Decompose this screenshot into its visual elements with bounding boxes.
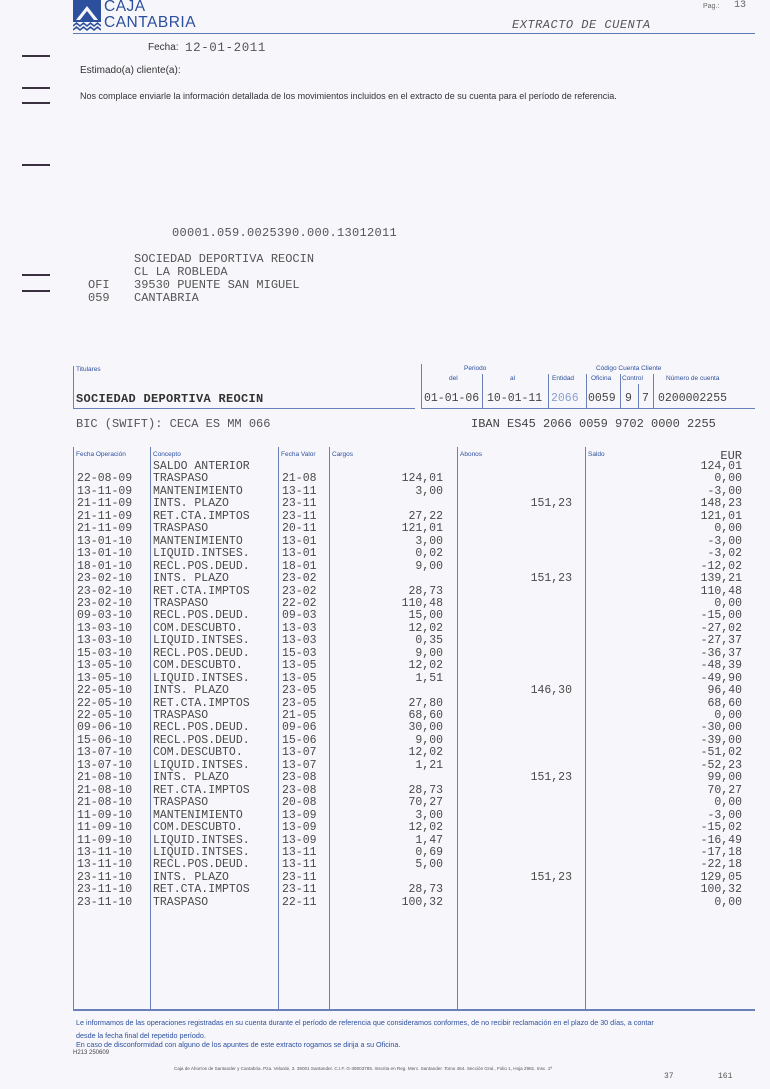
- balance-cell: 0,00: [714, 596, 742, 610]
- charge-cell: 9,00: [415, 733, 443, 747]
- charge-cell: 68,60: [408, 709, 443, 722]
- concept-cell: RECL.POS.DEUD.: [153, 858, 250, 872]
- balance-cell: 100,32: [700, 883, 742, 897]
- concept-cell: RET.CTA.IMPTOS: [153, 696, 250, 710]
- table-row: [0, 573, 770, 586]
- address-line-4: CANTABRIA: [134, 291, 199, 305]
- balance-cell: 0,00: [714, 472, 742, 486]
- value-date-cell: 13-11: [282, 484, 317, 498]
- concept-cell: LIQUID.INTSES.: [153, 845, 250, 859]
- charge-cell: 3,00: [415, 484, 443, 498]
- divider: [73, 408, 415, 409]
- value-date-cell: 22-02: [282, 596, 317, 610]
- date-value: 12-01-2011: [185, 41, 267, 55]
- balance-cell: 0,00: [714, 796, 742, 810]
- concept-cell: INTS. PLAZO: [153, 572, 229, 586]
- op-date-cell: 11-09-10: [77, 821, 133, 835]
- value-date-cell: 13-11: [282, 845, 317, 859]
- concept-cell: COM.DESCUBTO.: [153, 621, 243, 635]
- op-date-cell: 22-08-09: [77, 472, 133, 486]
- bic-swift: BIC (SWIFT): CECA ES MM 066: [76, 417, 271, 431]
- charge-cell: 5,00: [415, 858, 443, 872]
- value-date-cell: 23-08: [282, 783, 317, 797]
- value-date-cell: 20-08: [282, 796, 317, 810]
- credit-cell: 151,23: [530, 572, 572, 586]
- balance-cell: 139,21: [700, 572, 742, 586]
- balance-cell: -52,23: [700, 758, 742, 772]
- charge-cell: 1,51: [415, 671, 443, 685]
- balance-cell: -51,02: [700, 746, 742, 760]
- op-date-cell: 15-03-10: [77, 646, 133, 660]
- op-date-cell: 13-11-09: [77, 484, 133, 498]
- value-date-cell: 23-05: [282, 696, 317, 710]
- balance-cell: -36,37: [700, 646, 742, 660]
- table-row: [0, 797, 770, 810]
- address-line-2: CL LA ROBLEDA: [134, 265, 228, 279]
- concept-cell: MANTENIMIENTO: [153, 484, 243, 498]
- table-row: [0, 884, 770, 897]
- value-date-cell: 13-01: [282, 534, 317, 548]
- divider: [73, 366, 74, 408]
- op-date-cell: 13-05-10: [77, 659, 133, 673]
- op-date-cell: 13-11-10: [77, 858, 133, 872]
- charge-cell: 1,47: [415, 833, 443, 847]
- value-date-cell: 13-07: [282, 758, 317, 772]
- balance-cell: 129,05: [700, 870, 742, 884]
- balance-cell: -3,00: [707, 534, 742, 548]
- divider: [421, 364, 422, 409]
- notice-line-3: En caso de disconformidad con alguno de los apuntes de este extracto rogamos se dirija a su Oficina.: [76, 1040, 401, 1049]
- concept-cell: TRASPASO: [153, 796, 209, 810]
- value-date-cell: 23-11: [282, 870, 317, 884]
- charge-cell: 100,32: [401, 895, 443, 909]
- value-date-cell: 13-09: [282, 808, 317, 822]
- bank-name-line2: CANTABRIA: [104, 14, 197, 31]
- entity-label: Entidad: [552, 375, 575, 382]
- address-line-3: 39530 PUENTE SAN MIGUEL: [134, 278, 300, 292]
- value-date-cell: 23-02: [282, 572, 317, 586]
- punch-mark: [22, 55, 50, 57]
- divider: [638, 384, 639, 408]
- concept-cell: INTS. PLAZO: [153, 870, 229, 884]
- value-date-cell: 09-03: [282, 609, 317, 623]
- concept-cell: RECL.POS.DEUD.: [153, 559, 250, 573]
- balance-cell: -30,00: [700, 721, 742, 735]
- legal-text: Caja de Ahorros de Santander y Cantabria. Pza. Velarde, 3. 39001 Santander. C.I.F. G-39003785. Inscrita en Reg. Merc. Santander. Tomo 464. Sección Gral., Folio 1, Hoja 2981. Insc. 1ª: [174, 1066, 553, 1071]
- balance-cell: 0,00: [714, 522, 742, 536]
- op-date-cell: 23-02-10: [77, 572, 133, 586]
- op-date-cell: 18-01-10: [77, 559, 133, 573]
- concept-cell: INTS. PLAZO: [153, 497, 229, 511]
- balance-cell: -27,37: [700, 634, 742, 648]
- header-divider: [73, 33, 755, 34]
- credit-cell: 146,30: [530, 684, 572, 698]
- period-to: 10-01-11: [487, 392, 543, 405]
- charge-cell: 15,00: [408, 609, 443, 623]
- table-row: [0, 685, 770, 698]
- notice-line-2: desde la fecha final del repetido período.: [76, 1031, 206, 1040]
- charge-cell: 27,80: [408, 696, 443, 710]
- balance-cell: -27,02: [700, 621, 742, 635]
- value-date-cell: 22-11: [282, 895, 317, 909]
- op-date-cell: 13-03-10: [77, 621, 133, 635]
- reference-code: 00001.059.0025390.000.13012011: [172, 226, 398, 240]
- value-date-cell: 13-01: [282, 547, 317, 561]
- account-number-label: Número de cuenta: [666, 375, 720, 382]
- balance-cell: 148,23: [700, 497, 742, 511]
- value-date-cell: 13-03: [282, 634, 317, 648]
- iban: IBAN ES45 2066 0059 9702 0000 2255: [471, 417, 716, 431]
- credit-cell: 151,23: [530, 870, 572, 884]
- period-to-label: al: [510, 375, 516, 382]
- concept-cell: RECL.POS.DEUD.: [153, 609, 250, 623]
- charge-cell: 70,27: [408, 796, 443, 810]
- op-date-cell: 23-11-10: [77, 883, 133, 897]
- op-date-cell: 21-11-09: [77, 497, 133, 511]
- balance-cell: -49,90: [700, 671, 742, 685]
- charge-cell: 0,69: [415, 845, 443, 859]
- op-date-cell: 11-09-10: [77, 808, 133, 822]
- divider: [620, 374, 621, 408]
- charge-cell: 110,48: [401, 596, 443, 610]
- op-date-cell: 15-06-10: [77, 733, 133, 747]
- account-number: 0200002255: [658, 392, 728, 405]
- table-row: [0, 523, 770, 536]
- table-row: [0, 822, 770, 835]
- footer-number-2: 161: [718, 1072, 733, 1081]
- holder-name: SOCIEDAD DEPORTIVA REOCIN: [76, 392, 264, 406]
- concept-cell: TRASPASO: [153, 895, 209, 909]
- charge-cell: 12,02: [408, 821, 443, 835]
- concept-cell: RECL.POS.DEUD.: [153, 733, 250, 747]
- concept-cell: INTS. PLAZO: [153, 684, 229, 698]
- concept-cell: LIQUID.INTSES.: [153, 671, 250, 685]
- balance-cell: 70,27: [707, 783, 742, 797]
- col-header-concept: Concepto: [153, 451, 181, 458]
- value-date-cell: 23-08: [282, 771, 317, 785]
- concept-cell: TRASPASO: [153, 709, 209, 722]
- concept-cell: TRASPASO: [153, 522, 209, 536]
- balance-cell: -15,00: [700, 609, 742, 623]
- value-date-cell: 21-05: [282, 709, 317, 722]
- value-date-cell: 23-11: [282, 509, 317, 523]
- charge-cell: 3,00: [415, 808, 443, 822]
- balance-cell: 99,00: [707, 771, 742, 785]
- period-label: Periodo: [464, 365, 487, 372]
- charge-cell: 30,00: [408, 721, 443, 735]
- concept-cell: COM.DESCUBTO.: [153, 659, 243, 673]
- concept-cell: SALDO ANTERIOR: [153, 460, 250, 473]
- op-date-cell: 22-05-10: [77, 696, 133, 710]
- bank-name: [104, 0, 196, 31]
- credit-cell: 151,23: [530, 771, 572, 785]
- punch-mark: [22, 290, 50, 292]
- divider: [548, 374, 549, 408]
- balance-cell: 68,60: [707, 696, 742, 710]
- charge-cell: 28,73: [408, 783, 443, 797]
- address-line-1: SOCIEDAD DEPORTIVA REOCIN: [134, 252, 315, 266]
- form-code: H213 250609: [73, 1050, 110, 1056]
- divider: [586, 374, 587, 408]
- control-digit-1: 9: [625, 392, 632, 405]
- balance-cell: -16,49: [700, 833, 742, 847]
- concept-cell: RECL.POS.DEUD.: [153, 721, 250, 735]
- value-date-cell: 13-03: [282, 621, 317, 635]
- charge-cell: 27,22: [408, 509, 443, 523]
- balance-cell: 110,48: [700, 584, 742, 598]
- op-date-cell: 13-01-10: [77, 534, 133, 548]
- divider: [421, 408, 755, 409]
- balance-cell: -3,00: [707, 808, 742, 822]
- op-date-cell: 21-08-10: [77, 796, 133, 810]
- footer-number-1: 37: [664, 1072, 674, 1081]
- entity-code: 2066: [551, 392, 579, 405]
- period-from-label: del: [449, 375, 458, 382]
- value-date-cell: 15-06: [282, 733, 317, 747]
- op-date-cell: 13-07-10: [77, 758, 133, 772]
- concept-cell: LIQUID.INTSES.: [153, 758, 250, 772]
- table-border: [73, 1009, 755, 1011]
- control-label: Control: [622, 375, 643, 382]
- balance-cell: -15,02: [700, 821, 742, 835]
- date-label: Fecha:: [148, 42, 179, 53]
- value-date-cell: 13-05: [282, 671, 317, 685]
- op-date-cell: 09-03-10: [77, 609, 133, 623]
- charge-cell: 9,00: [415, 559, 443, 573]
- office-code-label: Oficina: [591, 375, 612, 382]
- punch-mark: [22, 87, 50, 89]
- office-label: OFI: [88, 278, 110, 292]
- table-row: [0, 660, 770, 673]
- value-date-cell: 23-02: [282, 584, 317, 598]
- charge-cell: 124,01: [401, 472, 443, 486]
- op-date-cell: 23-11-10: [77, 870, 133, 884]
- concept-cell: RET.CTA.IMPTOS: [153, 883, 250, 897]
- concept-cell: RET.CTA.IMPTOS: [153, 584, 250, 598]
- concept-cell: TRASPASO: [153, 596, 209, 610]
- concept-cell: LIQUID.INTSES.: [153, 547, 250, 561]
- ccc-label: Código Cuenta Cliente: [596, 365, 662, 372]
- op-date-cell: 13-01-10: [77, 547, 133, 561]
- op-date-cell: 22-05-10: [77, 684, 133, 698]
- balance-cell: -22,18: [700, 858, 742, 872]
- balance-cell: 124,01: [700, 460, 742, 473]
- divider: [653, 374, 654, 408]
- charge-cell: 12,02: [408, 746, 443, 760]
- balance-cell: -17,18: [700, 845, 742, 859]
- value-date-cell: 23-05: [282, 684, 317, 698]
- op-date-cell: 23-02-10: [77, 596, 133, 610]
- concept-cell: MANTENIMIENTO: [153, 808, 243, 822]
- punch-mark: [22, 102, 50, 104]
- value-date-cell: 18-01: [282, 559, 317, 573]
- concept-cell: LIQUID.INTSES.: [153, 833, 250, 847]
- balance-cell: -3,02: [707, 547, 742, 561]
- op-date-cell: 13-03-10: [77, 634, 133, 648]
- balance-cell: -12,02: [700, 559, 742, 573]
- page-number: 13: [734, 0, 747, 11]
- balance-cell: -48,39: [700, 659, 742, 673]
- table-row: [0, 548, 770, 561]
- document-title: EXTRACTO DE CUENTA: [512, 18, 651, 32]
- value-date-cell: 13-07: [282, 746, 317, 760]
- bank-logo-icon: [73, 0, 101, 32]
- op-date-cell: 09-06-10: [77, 721, 133, 735]
- op-date-cell: 13-11-10: [77, 845, 133, 859]
- op-date-cell: 21-11-09: [77, 522, 133, 536]
- op-date-cell: 11-09-10: [77, 833, 133, 847]
- op-date-cell: 23-11-10: [77, 895, 133, 909]
- divider: [482, 374, 483, 408]
- balance-cell: 96,40: [707, 684, 742, 698]
- value-date-cell: 09-06: [282, 721, 317, 735]
- value-date-cell: 13-05: [282, 659, 317, 673]
- op-date-cell: 22-05-10: [77, 709, 133, 722]
- op-date-cell: 21-08-10: [77, 783, 133, 797]
- concept-cell: TRASPASO: [153, 472, 209, 486]
- page-label: Pag.:: [703, 3, 720, 10]
- value-date-cell: 13-11: [282, 858, 317, 872]
- col-header-credits: Abonos: [460, 451, 483, 458]
- col-header-balance: Saldo: [588, 451, 605, 458]
- table-row: [0, 498, 770, 511]
- value-date-cell: 20-11: [282, 522, 317, 536]
- table-row: [0, 897, 770, 910]
- charge-cell: 121,01: [401, 522, 443, 536]
- notice-line-1: Le informamos de las operaciones registradas en su cuenta durante el período de referencia que consideramos conformes, de no recibir reclamación en el plazo de 30 días, a contar: [76, 1018, 654, 1027]
- charge-cell: 12,02: [408, 659, 443, 673]
- col-header-op-date: Fecha Operación: [76, 451, 126, 458]
- holders-label: Titulares: [76, 366, 101, 373]
- table-row: [0, 747, 770, 760]
- charge-cell: 28,73: [408, 883, 443, 897]
- currency-label: EUR: [720, 449, 742, 463]
- punch-mark: [22, 164, 50, 166]
- concept-cell: RECL.POS.DEUD.: [153, 646, 250, 660]
- charge-cell: 28,73: [408, 584, 443, 598]
- balance-cell: -3,00: [707, 484, 742, 498]
- op-date-cell: 13-07-10: [77, 746, 133, 760]
- concept-cell: RET.CTA.IMPTOS: [153, 509, 250, 523]
- bank-name-line1: CAJA: [104, 0, 146, 15]
- balance-cell: 0,00: [714, 709, 742, 722]
- charge-cell: 12,02: [408, 621, 443, 635]
- balance-cell: 0,00: [714, 895, 742, 909]
- concept-cell: COM.DESCUBTO.: [153, 821, 243, 835]
- concept-cell: LIQUID.INTSES.: [153, 634, 250, 648]
- control-digit-2: 7: [642, 392, 649, 405]
- op-date-cell: 23-02-10: [77, 584, 133, 598]
- col-header-charges: Cargos: [332, 451, 353, 458]
- intro-text: Nos complace enviarle la información detallada de los movimientos incluidos en el extracto de su cuenta para el período de referencia.: [80, 91, 617, 101]
- balance-cell: 121,01: [700, 509, 742, 523]
- charge-cell: 3,00: [415, 534, 443, 548]
- op-date-cell: 13-05-10: [77, 671, 133, 685]
- value-date-cell: 23-11: [282, 497, 317, 511]
- value-date-cell: 23-11: [282, 883, 317, 897]
- period-from: 01-01-06: [424, 392, 480, 405]
- op-date-cell: 21-08-10: [77, 771, 133, 785]
- concept-cell: INTS. PLAZO: [153, 771, 229, 785]
- value-date-cell: 13-09: [282, 833, 317, 847]
- punch-mark: [22, 274, 50, 276]
- table-row: [0, 635, 770, 648]
- concept-cell: COM.DESCUBTO.: [153, 746, 243, 760]
- concept-cell: MANTENIMIENTO: [153, 534, 243, 548]
- greeting: Estimado(a) cliente(a):: [80, 65, 181, 76]
- value-date-cell: 21-08: [282, 472, 317, 486]
- concept-cell: RET.CTA.IMPTOS: [153, 783, 250, 797]
- op-date-cell: 21-11-09: [77, 509, 133, 523]
- office-number: 059: [88, 291, 110, 305]
- charge-cell: 1,21: [415, 758, 443, 772]
- charge-cell: 9,00: [415, 646, 443, 660]
- table-row: [0, 772, 770, 785]
- balance-cell: -39,00: [700, 733, 742, 747]
- credit-cell: 151,23: [530, 497, 572, 511]
- office-code: 0059: [588, 392, 616, 405]
- charge-cell: 0,35: [415, 634, 443, 648]
- value-date-cell: 15-03: [282, 646, 317, 660]
- col-header-value-date: Fecha Valor: [281, 451, 316, 458]
- charge-cell: 0,02: [415, 547, 443, 561]
- value-date-cell: 13-09: [282, 821, 317, 835]
